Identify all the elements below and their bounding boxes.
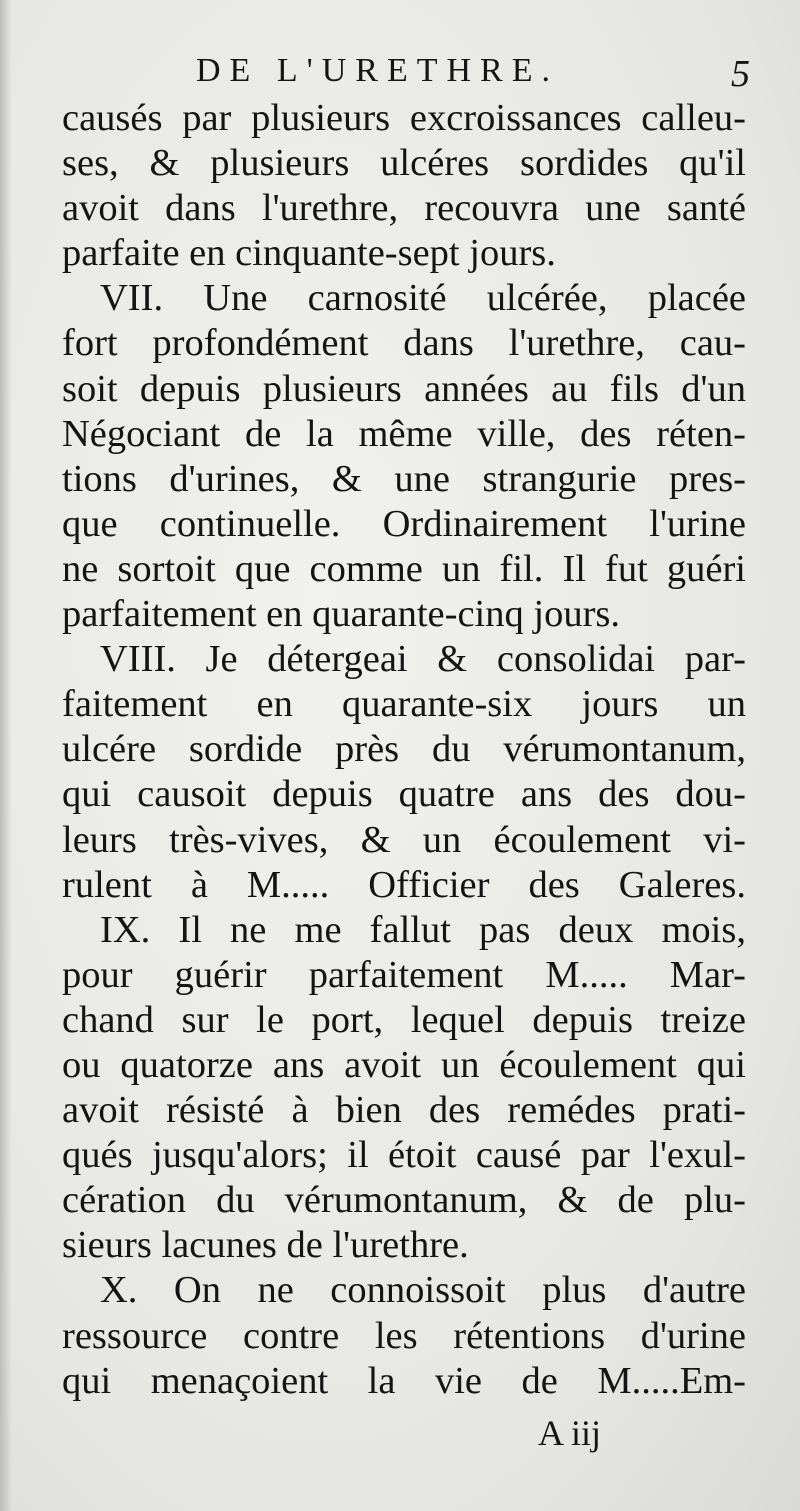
text-line: pour guérir parfaitement M..... Mar-: [62, 953, 746, 996]
text-line: ses, & plusieurs ulcéres sordides qu'il: [62, 142, 746, 185]
text-line: parfaite en cinquante-sept jours.: [62, 232, 556, 275]
text-line: qués jusqu'alors; il étoit causé par l'exul-: [62, 1134, 746, 1177]
text-line: avoit résisté à bien des remédes prati-: [62, 1089, 746, 1132]
running-head: [196, 52, 756, 100]
text-line: faitement en quarante-six jours un: [62, 683, 746, 726]
text-line: ne sortoit que comme un fil. Il fut guéri: [62, 547, 746, 590]
text-line: Négociant de la même ville, des réten-: [62, 412, 746, 455]
text-line: leurs très-vives, & un écoulement vi-: [62, 818, 746, 861]
text-line: soit depuis plusieurs années au fils d'un: [62, 367, 746, 410]
text-line: rulent à M..... Officier des Galeres.: [62, 863, 746, 906]
text-line: sieurs lacunes de l'urethre.: [62, 1224, 469, 1267]
text-line: ou quatorze ans avoit un écoulement qui: [62, 1043, 746, 1086]
text-line: avoit dans l'urethre, recouvra une santé: [62, 187, 746, 230]
text-line: ulcére sordide près du vérumontanum,: [62, 728, 746, 771]
text-line: cération du vérumontanum, & de plu-: [62, 1179, 746, 1222]
text-line: qui causoit depuis quatre ans des dou-: [62, 773, 746, 816]
text-line: tions d'urines, & une strangurie pres-: [62, 457, 746, 500]
text-line: fort profondément dans l'urethre, cau-: [62, 322, 746, 365]
text-line: parfaitement en quarante-cinq jours.: [62, 593, 621, 636]
body-text: [62, 96, 746, 1404]
paragraph-start-vii: VII. Une carnosité ulcérée, placée: [100, 277, 746, 320]
text-line: chand sur le port, lequel depuis treize: [62, 998, 746, 1041]
paragraph-start-x: X. On ne connoissoit plus d'autre: [100, 1269, 746, 1312]
text-line: que continuelle. Ordinairement l'urine: [62, 502, 746, 545]
running-title: DE L'URETHRE.: [196, 52, 559, 89]
text-line: causés par plusieurs excroissances calleu-: [62, 97, 746, 139]
paragraph-start-viii: VIII. Je détergeai & consolidai par-: [100, 638, 746, 681]
signature-mark: A iij: [538, 1413, 602, 1453]
text-line: ressource contre les rétentions d'urine: [62, 1314, 746, 1357]
text-line: qui menaçoient la vie de M.....Em-: [62, 1359, 746, 1402]
paragraph-start-ix: IX. Il ne me fallut pas deux mois,: [100, 908, 746, 951]
page-number: 5: [731, 53, 750, 95]
